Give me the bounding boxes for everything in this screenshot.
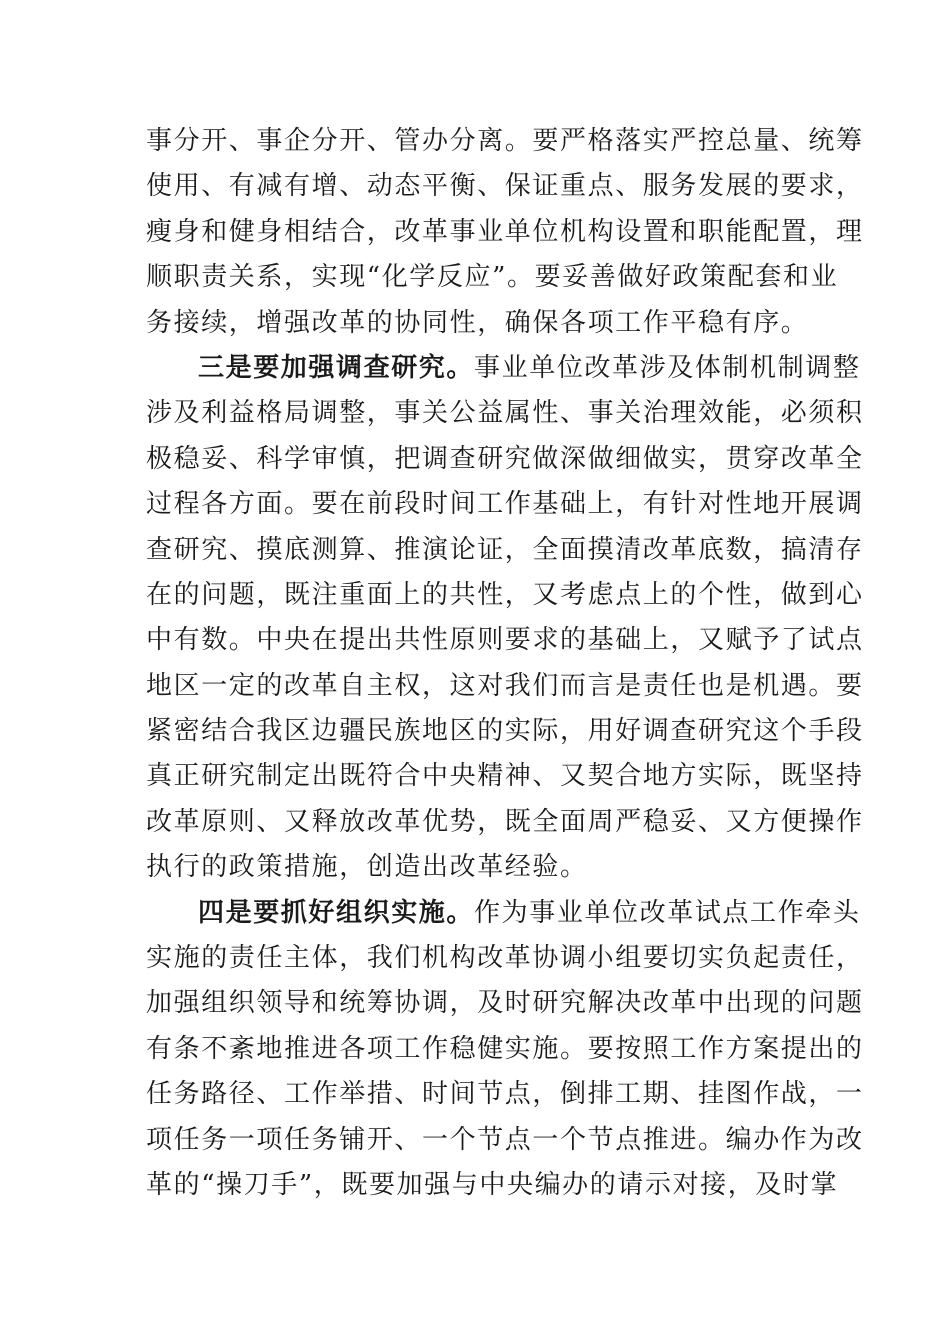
- text-line: 事分开、事企分开、管办分离。要严格落实严控总量、统筹: [146, 126, 864, 156]
- text-line: 真正研究制定出既符合中央精神、又契合地方实际，既坚持: [146, 761, 864, 792]
- text-line: 紧密结合我区边疆民族地区的实际，用好调查研究这个手段: [146, 716, 864, 747]
- text-line: 极稳妥、科学审慎，把调查研究做深做细做实，贯穿改革全: [146, 443, 864, 474]
- text-line: 有条不紊地推进各项工作稳健实施。要按照工作方案提出的: [146, 1033, 864, 1064]
- text-line: 实施的责任主体，我们机构改革协调小组要切实负起责任，: [146, 943, 864, 974]
- text-line: 加强组织领导和统筹协调，及时研究解决改革中出现的问题: [146, 988, 864, 1019]
- document-body: [146, 119, 864, 1208]
- paragraph-continuation: [146, 119, 864, 346]
- text-line: 在的问题，既注重面上的共性，又考虑点上的个性，做到心: [146, 579, 864, 610]
- text-line: 改革原则、又释放改革优势，既全面周严稳妥、又方便操作: [146, 806, 864, 837]
- text-line: 执行的政策措施，创造出改革经验。: [146, 852, 588, 883]
- text-line: 项任务一项任务铺开、一个节点一个节点推进。编办作为改: [146, 1124, 864, 1155]
- text-line: 过程各方面。要在前段时间工作基础上，有针对性地开展调: [146, 489, 864, 520]
- paragraph-section-4: [146, 891, 864, 1209]
- text-line: 瘦身和健身相结合，改革事业单位机构设置和职能配置，理: [146, 216, 864, 247]
- text-line: 查研究、摸底测算、推演论证，全面摸清改革底数，搞清存: [146, 534, 864, 565]
- text-line: [146, 346, 861, 391]
- text-line: 务接续，增强改革的协同性，确保各项工作平稳有序。: [146, 307, 809, 338]
- section-3-heading: 三是要加强调查研究。: [198, 352, 475, 383]
- section-4-heading: 四是要抓好组织实施。: [198, 897, 475, 928]
- paragraph-section-3: [146, 346, 864, 891]
- text-line: 地区一定的改革自主权，这对我们而言是责任也是机遇。要: [146, 670, 864, 701]
- text-line: 革的“操刀手”，既要加强与中央编办的请示对接，及时掌: [146, 1169, 839, 1200]
- text-line: 涉及利益格局调整，事关公益属性、事关治理效能，必须积: [146, 398, 864, 429]
- text-line: 中有数。中央在提出共性原则要求的基础上，又赋予了试点: [146, 625, 864, 656]
- section-4-first-line: 作为事业单位改革试点工作牵头: [474, 897, 861, 928]
- text-line: 使用、有减有增、动态平衡、保证重点、服务发展的要求，: [146, 171, 864, 202]
- text-line: [146, 891, 861, 936]
- text-line: 顺职责关系，实现“化学反应”。要妥善做好政策配套和业: [146, 262, 839, 293]
- section-3-first-line: 事业单位改革涉及体制机制调整: [474, 352, 861, 383]
- text-line: 任务路径、工作举措、时间节点，倒排工期、挂图作战，一: [146, 1079, 864, 1110]
